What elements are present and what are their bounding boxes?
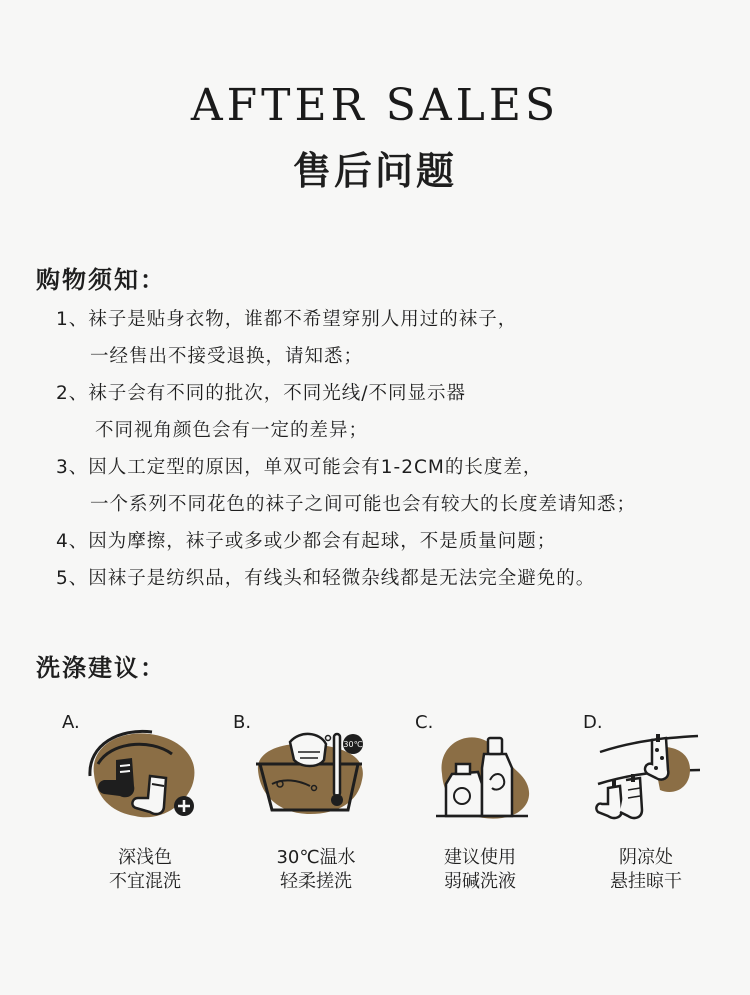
notice-heading: 购物须知：	[36, 266, 166, 294]
care-text-c-line1: 建议使用	[444, 847, 516, 868]
notice-line-3: 3、因人工定型的原因，单双可能会有1-2CM的长度差，	[56, 457, 543, 478]
care-text-a	[75, 846, 215, 894]
hand-wash-icon	[250, 724, 370, 834]
washing-heading: 洗涤建议：	[36, 654, 166, 682]
socks-separate-icon	[80, 724, 200, 834]
care-label-b: B.	[233, 712, 252, 733]
temperature-badge: 30℃	[343, 740, 363, 749]
care-label-a: A.	[62, 712, 80, 733]
title-english: AFTER SALES	[190, 80, 560, 131]
notice-line-5: 5、因袜子是纺织品，有线头和轻微杂线都是无法完全避免的。	[56, 568, 596, 589]
notice-line-1b: 一经售出不接受退换，请知悉；	[90, 346, 364, 367]
care-text-c	[410, 846, 550, 894]
care-text-a-line2: 不宜混洗	[109, 871, 181, 892]
care-text-a-line1: 深浅色	[118, 847, 172, 868]
care-text-d-line1: 阴凉处	[619, 847, 673, 868]
detergent-icon	[422, 724, 542, 834]
notice-line-4: 4、因为摩擦，袜子或多或少都会有起球，不是质量问题；	[56, 531, 557, 552]
care-label-d: D.	[583, 712, 603, 733]
care-text-d	[576, 846, 716, 894]
care-text-d-line2: 悬挂晾干	[610, 871, 682, 892]
notice-line-2: 2、袜子会有不同的批次，不同光线/不同显示器	[56, 383, 467, 404]
care-text-b-line2: 轻柔搓洗	[280, 871, 352, 892]
notice-line-2b: 不同视角颜色会有一定的差异；	[95, 420, 369, 441]
title-chinese: 售后问题	[292, 149, 457, 193]
notice-line-3b: 一个系列不同花色的袜子之间可能也会有较大的长度差请知悉；	[90, 494, 637, 515]
notice-line-1: 1、袜子是贴身衣物，谁都不希望穿别人用过的袜子，	[56, 309, 518, 330]
care-text-b-line1: 30℃温水	[276, 847, 356, 868]
care-text-b	[246, 846, 386, 894]
care-label-c: C.	[415, 712, 434, 733]
hang-dry-icon	[590, 724, 710, 834]
care-text-c-line2: 弱碱洗液	[444, 871, 516, 892]
